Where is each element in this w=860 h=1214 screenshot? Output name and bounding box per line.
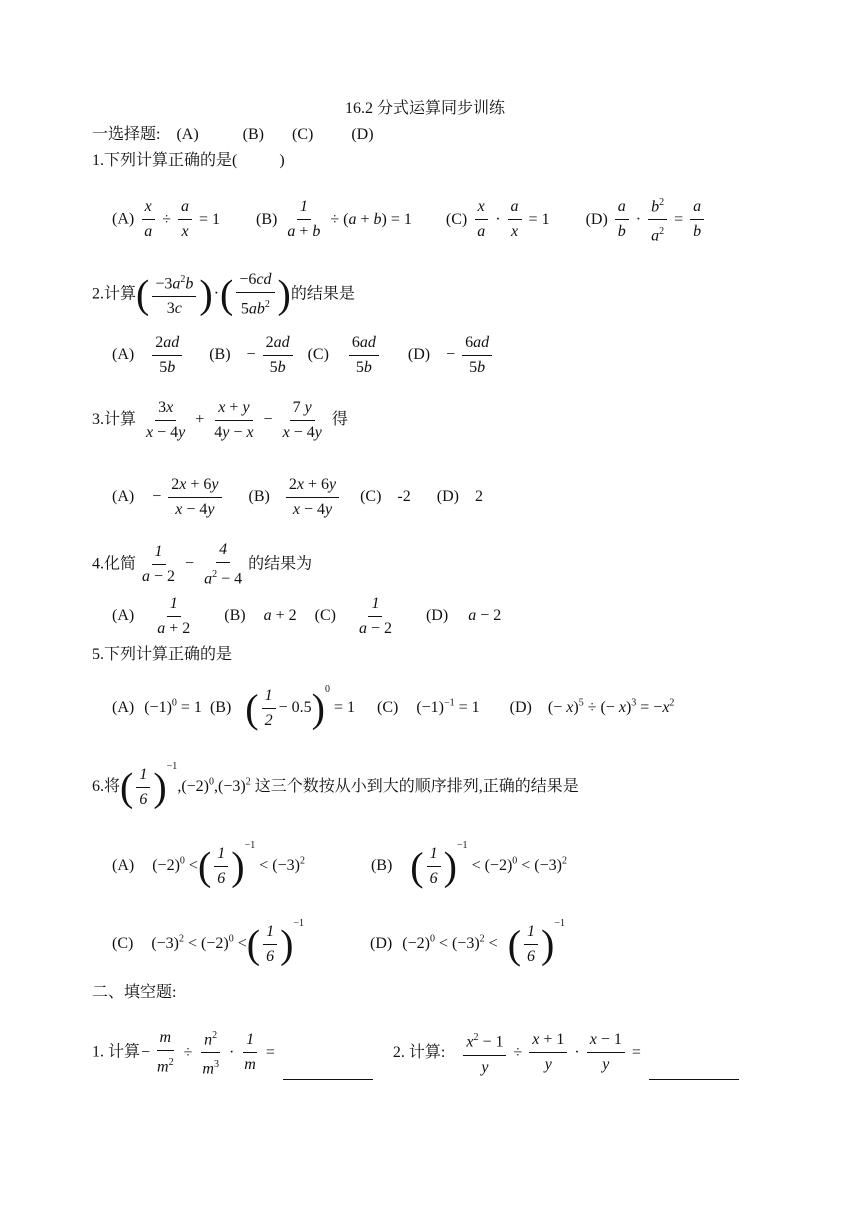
math-fraction: $\frac{2x + 6y}{x - 4y}$ [286,475,339,520]
math-fraction: $\frac{a}{x}$ [508,197,522,242]
section1-label: 一选择题: [92,126,161,143]
section2-header: 二、填空题: [92,984,177,1001]
q1-option-d-label: (D) [585,210,608,228]
choice-d: (D) [351,126,374,143]
math-fraction: $\frac{-3a^2b}{3c}$ [152,270,196,319]
q6-options-cd: (C) $(-3)^2 < (-2)^0$ <( $\frac{1}{6}$ )$^{-1}$ (D) $(-2)^0 < (-3)^2$ < ( $\frac{1}{6}$ )$^{-1}$ [112,917,565,967]
math-fraction: $\frac{1}{6}$ [263,922,277,967]
math-fraction: $\frac{x + y}{4y - x}$ [214,399,254,441]
math-fraction: $\frac{a}{b}$ [690,197,704,242]
math-fraction: $\frac{6ad}{5b}$ [462,333,492,378]
answer-blank-1[interactable] [283,1065,373,1080]
math-fraction: $\frac{4}{a^2 - 4}$ [204,541,243,588]
choice-b: (B) [242,126,264,143]
q4-stem: 4.化简 $\frac{1}{a - 2}$ − $\frac{4}{a^2 - 4}$ 的结果为 [92,541,313,588]
q6-stem: 6.将( $\frac{1}{6}$ )$^{-1},(-2)^0,(-3)^2$ 这三个数按从小到大的顺序排列,正确的结果是 [92,760,579,810]
math-fraction: $\frac{a}{b}$ [615,197,629,242]
q3-options: (A) − $\frac{2x + 6y}{x - 4y}$ (B) $\frac{2x + 6y}{x - 4y}$ (C) -2 (D) 2 [112,476,483,518]
f1-prefix: 1. 计算 [92,1043,141,1061]
math-fraction: $\frac{1}{6}$ [214,844,228,889]
math-fraction: $\frac{1}{a + b}$ [287,198,321,241]
choice-a: (A) [176,126,199,143]
q6-options-ab: (A) $(-2)^0$ <( $\frac{1}{6}$ )$^{-1} < (-3)^2$ (B) ( $\frac{1}{6}$ )$^{-1} < (-2)^0 < (-3)^2$ [112,839,567,889]
math-fraction: $\frac{x^2 - 1}{y}$ [463,1028,506,1077]
math-fraction: $\frac{x + 1}{y}$ [529,1030,567,1075]
q5-options: (A) $(-1)^0 = 1$ (B) ( $\frac{1}{2}$ − 0.5)$^0$ = 1 (C) $(-1)^{-1} = 1$ (D) (− x)$^5$ ÷ (− $x)^3 = -x^2$ [112,683,675,731]
math-fraction: $\frac{1}{6}$ [136,765,150,810]
math-fraction: $\frac{1}{a - 2}$ [142,543,176,586]
answer-blank-2[interactable] [649,1065,739,1080]
math-fraction: $\frac{2ad}{5b}$ [263,333,293,378]
q2-stem: 2.计算( $\frac{-3a^2b}{3c}$ )·( $\frac{-6cd}{5ab^2}$ )的结果是 [92,271,355,318]
math-fraction: $\frac{x}{a}$ [474,197,488,242]
math-fraction: $\frac{1}{2}$ [262,686,276,731]
math-fraction: $\frac{a}{x}$ [178,197,192,242]
math-fraction: $\frac{1}{6}$ [427,844,441,889]
math-fraction: $\frac{2ad}{5b}$ [152,333,182,378]
q1-stem: 1.下列计算正确的是( ) [92,152,285,169]
q5-stem: 5.下列计算正确的是 [92,646,233,663]
math-fraction: $\frac{1}{6}$ [524,922,538,967]
math-fraction: $\frac{1}{a + 2}$ [157,595,191,637]
math-fraction: $\frac{x}{a}$ [141,197,155,242]
q3-option-d-value: 2 [474,488,483,506]
page-title: 16.2 分式运算同步训练 [345,100,506,117]
fill-questions: 1. 计算− $\frac{m}{m^2}$ ÷ $\frac{n^2}{m^3}$ · $\frac{1}{m}$ = 2. 计算: $\frac{x^2 - 1}{y}$ ÷ $\frac{x + 1}{y}$ · $\frac{x - 1}{y}$ = [92,1026,739,1080]
math-fraction: $\frac{b^2}{a^2}$ [648,193,667,247]
q3-stem: 3.计算 $\frac{3x}{x - 4y}$ + $\frac{x + y}{4y - x}$ − $\frac{7 y}{x - 4y}$ 得 [92,399,348,441]
q1-option-b-label: (B) [256,210,278,228]
math-fraction: $\frac{-6cd}{5ab^2}$ [236,270,274,319]
q1-option-a-label: (A) [112,210,135,228]
q3-option-c-value: -2 [397,488,411,506]
choice-c: (C) [292,126,314,143]
math-fraction: $\frac{1}{m}$ [244,1031,256,1074]
math-fraction: $\frac{n^2}{m^3}$ [199,1026,222,1080]
q4-options: (A) $\frac{1}{a + 2}$ (B) a + 2 (C) $\frac{1}{a - 2}$ (D) a − 2 [112,595,502,637]
section1-header [92,125,374,145]
math-fraction: $\frac{6ad}{5b}$ [349,333,379,378]
math-fraction: $\frac{1}{a - 2}$ [358,595,392,637]
q1-options: (A) $\frac{x}{a}$ ÷ $\frac{a}{x}$ = 1 (B) $\frac{1}{a + b}$ ÷ (a + b) = 1 (C) $\frac{x}{a}$ · $\frac{a}{x}$ = 1 (D) $\frac{a}{b}$ · $\frac{b^2}{a^2}$ = $\frac{a}{b}$ [112,193,707,247]
math-fraction: $\frac{3x}{x - 4y}$ [146,399,186,441]
math-fraction: $\frac{m}{m^2}$ [157,1029,174,1076]
math-fraction: $\frac{2x + 6y}{x - 4y}$ [168,475,221,520]
math-fraction: $\frac{x - 1}{y}$ [587,1030,625,1075]
q2-options: (A) $\frac{2ad}{5b}$ (B) − $\frac{2ad}{5b}$ (C) $\frac{6ad}{5b}$ (D) − $\frac{6ad}{5b}$ [112,333,495,378]
q1-option-c-label: (C) [445,210,468,228]
f2-prefix: 2. 计算: [392,1043,446,1061]
math-fraction: $\frac{7 y}{x - 4y}$ [282,399,322,441]
